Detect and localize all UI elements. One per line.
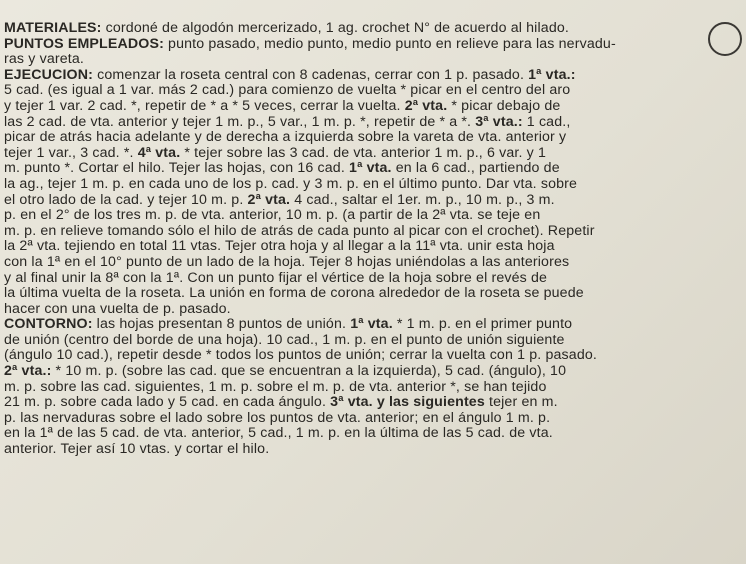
text-line <box>4 302 714 318</box>
text-segment: en la 1ª de las 5 cad. de vta. anterior, 5 cad., 1 m. p. en la última de las 5 cad. de vta. <box>4 426 553 442</box>
text-segment: 1 cad., <box>522 114 571 130</box>
bold-text-segment: CONTORNO: <box>4 317 97 333</box>
text-line <box>4 395 714 411</box>
text-segment: la ag., tejer 1 m. p. en cada uno de los p. cad. y 3 m. p. en el último punto. Dar vta. sobre <box>4 176 578 192</box>
text-line <box>4 21 714 37</box>
bold-text-segment: 1ª vta. <box>350 317 393 333</box>
text-line <box>4 130 714 146</box>
text-line <box>4 380 714 396</box>
bold-text-segment: 2ª vta. <box>247 192 291 208</box>
text-segment: 5 cad. (es igual a 1 var. más 2 cad.) para comienzo de vuelta * picar en el centro del aro <box>4 83 571 99</box>
text-line <box>4 99 714 115</box>
text-line <box>4 411 714 427</box>
text-line <box>4 161 714 177</box>
bold-text-segment: 2ª vta. <box>404 98 448 114</box>
text-segment: la 2ª vta. tejiendo en total 11 vtas. Tejer otra hoja y al llegar a la 11ª vta. unir esta hoja <box>4 239 555 255</box>
text-line <box>4 286 714 302</box>
text-segment: ras y vareta. <box>4 52 85 68</box>
text-line <box>4 442 714 458</box>
text-segment: p. las nervaduras sobre el lado sobre los puntos de vta. anterior; en el ángulo 1 m. p. <box>4 410 551 426</box>
text-segment: punto pasado, medio punto, medio punto en relieve para las nervadu- <box>168 36 616 52</box>
text-segment: las hojas presentan 8 puntos de unión. <box>96 317 351 333</box>
text-line <box>4 193 714 209</box>
text-segment: * 1 m. p. en el primer punto <box>392 317 573 333</box>
bold-text-segment: 2ª vta.: <box>4 364 52 380</box>
text-line <box>4 317 714 333</box>
text-line <box>4 208 714 224</box>
text-line <box>4 224 714 240</box>
text-segment: la última vuelta de la roseta. La unión en forma de corona alrededor de la roseta se puede <box>4 286 584 302</box>
text-segment: las 2 cad. de vta. anterior y tejer 1 m. p., 5 var., 1 m. p. *, repetir de * a *. <box>4 114 476 130</box>
text-segment: 4 cad., saltar el 1er. m. p., 10 m. p., 3 m. <box>290 192 555 208</box>
text-line <box>4 68 714 84</box>
text-segment: el otro lado de la cad. y tejer 10 m. p. <box>4 192 248 208</box>
bold-text-segment: PUNTOS EMPLEADOS: <box>4 36 169 52</box>
text-segment: 21 m. p. sobre cada lado y 5 cad. en cada ángulo. <box>4 395 331 411</box>
text-segment: m. p. sobre las cad. siguientes, 1 m. p. sobre el m. p. de vta. anterior *, se han tejido <box>4 379 547 395</box>
text-line <box>4 255 714 271</box>
text-segment: hacer con una vuelta de p. pasado. <box>4 301 231 317</box>
text-line <box>4 115 714 131</box>
text-segment: y al final unir la 8ª con la 1ª. Con un punto fijar el vértice de la hoja sobre el revés de <box>4 270 548 286</box>
text-segment: * tejer sobre las 3 cad. de vta. anterior 1 m. p., 6 var. y 1 <box>180 145 547 161</box>
text-segment: tejer 1 var., 3 cad. *. <box>4 145 138 161</box>
text-segment: p. en el 2° de los tres m. p. de vta. anterior, 10 m. p. (a partir de la 2ª vta. se teje en <box>4 208 541 224</box>
bold-text-segment: MATERIALES: <box>4 21 106 36</box>
text-line <box>4 52 714 68</box>
circle-mark-icon <box>708 22 742 56</box>
bold-text-segment: 1ª vta.: <box>528 67 576 83</box>
text-segment: con la 1ª en el 10° punto de un lado de la hoja. Tejer 8 hojas uniéndolas a las anteriores <box>4 254 570 270</box>
crochet-instructions-text <box>4 21 714 458</box>
text-segment: (ángulo 10 cad.), repetir desde * todos los puntos de unión; cerrar la vuelta con 1 p. pasado. <box>4 348 598 364</box>
text-segment: tejer en m. <box>484 395 558 411</box>
text-line <box>4 271 714 287</box>
text-segment: comenzar la roseta central con 8 cadenas, cerrar con 1 p. pasado. <box>97 67 529 83</box>
text-segment: m. punto *. Cortar el hilo. Tejer las hojas, con 16 cad. <box>4 161 350 177</box>
bold-text-segment: 3ª vta. y las siguientes <box>330 395 485 411</box>
text-line <box>4 83 714 99</box>
text-line <box>4 177 714 193</box>
bold-text-segment: 3ª vta.: <box>475 114 523 130</box>
bold-text-segment: EJECUCION: <box>4 67 98 83</box>
text-line <box>4 364 714 380</box>
text-line <box>4 348 714 364</box>
text-segment: anterior. Tejer así 10 vtas. y cortar el hilo. <box>4 442 270 458</box>
text-segment: de unión (centro del borde de una hoja). 10 cad., 1 m. p. en el punto de unión siguiente <box>4 332 565 348</box>
text-line <box>4 333 714 349</box>
text-line <box>4 37 714 53</box>
text-segment: m. p. en relieve tomando sólo el hilo de atrás de cada punto al picar con el crochet). Repetir <box>4 223 595 239</box>
text-segment: * 10 m. p. (sobre las cad. que se encuentran a la izquierda), 5 cad. (ángulo), 10 <box>51 364 567 380</box>
text-segment: * picar debajo de <box>447 98 561 114</box>
text-line <box>4 239 714 255</box>
text-segment: picar de atrás hacia adelante y de derecha a izquierda sobre la vareta de vta. anterior y <box>4 130 567 146</box>
text-segment: en la 6 cad., partiendo de <box>391 161 560 177</box>
bold-text-segment: 4ª vta. <box>137 145 181 161</box>
bold-text-segment: 1ª vta. <box>349 161 392 177</box>
text-line <box>4 146 714 162</box>
text-line <box>4 426 714 442</box>
text-segment: y tejer 1 var. 2 cad. *, repetir de * a * 5 veces, cerrar la vuelta. <box>4 98 405 114</box>
text-segment: cordoné de algodón mercerizado, 1 ag. crochet N° de acuerdo al hilado. <box>105 21 570 36</box>
